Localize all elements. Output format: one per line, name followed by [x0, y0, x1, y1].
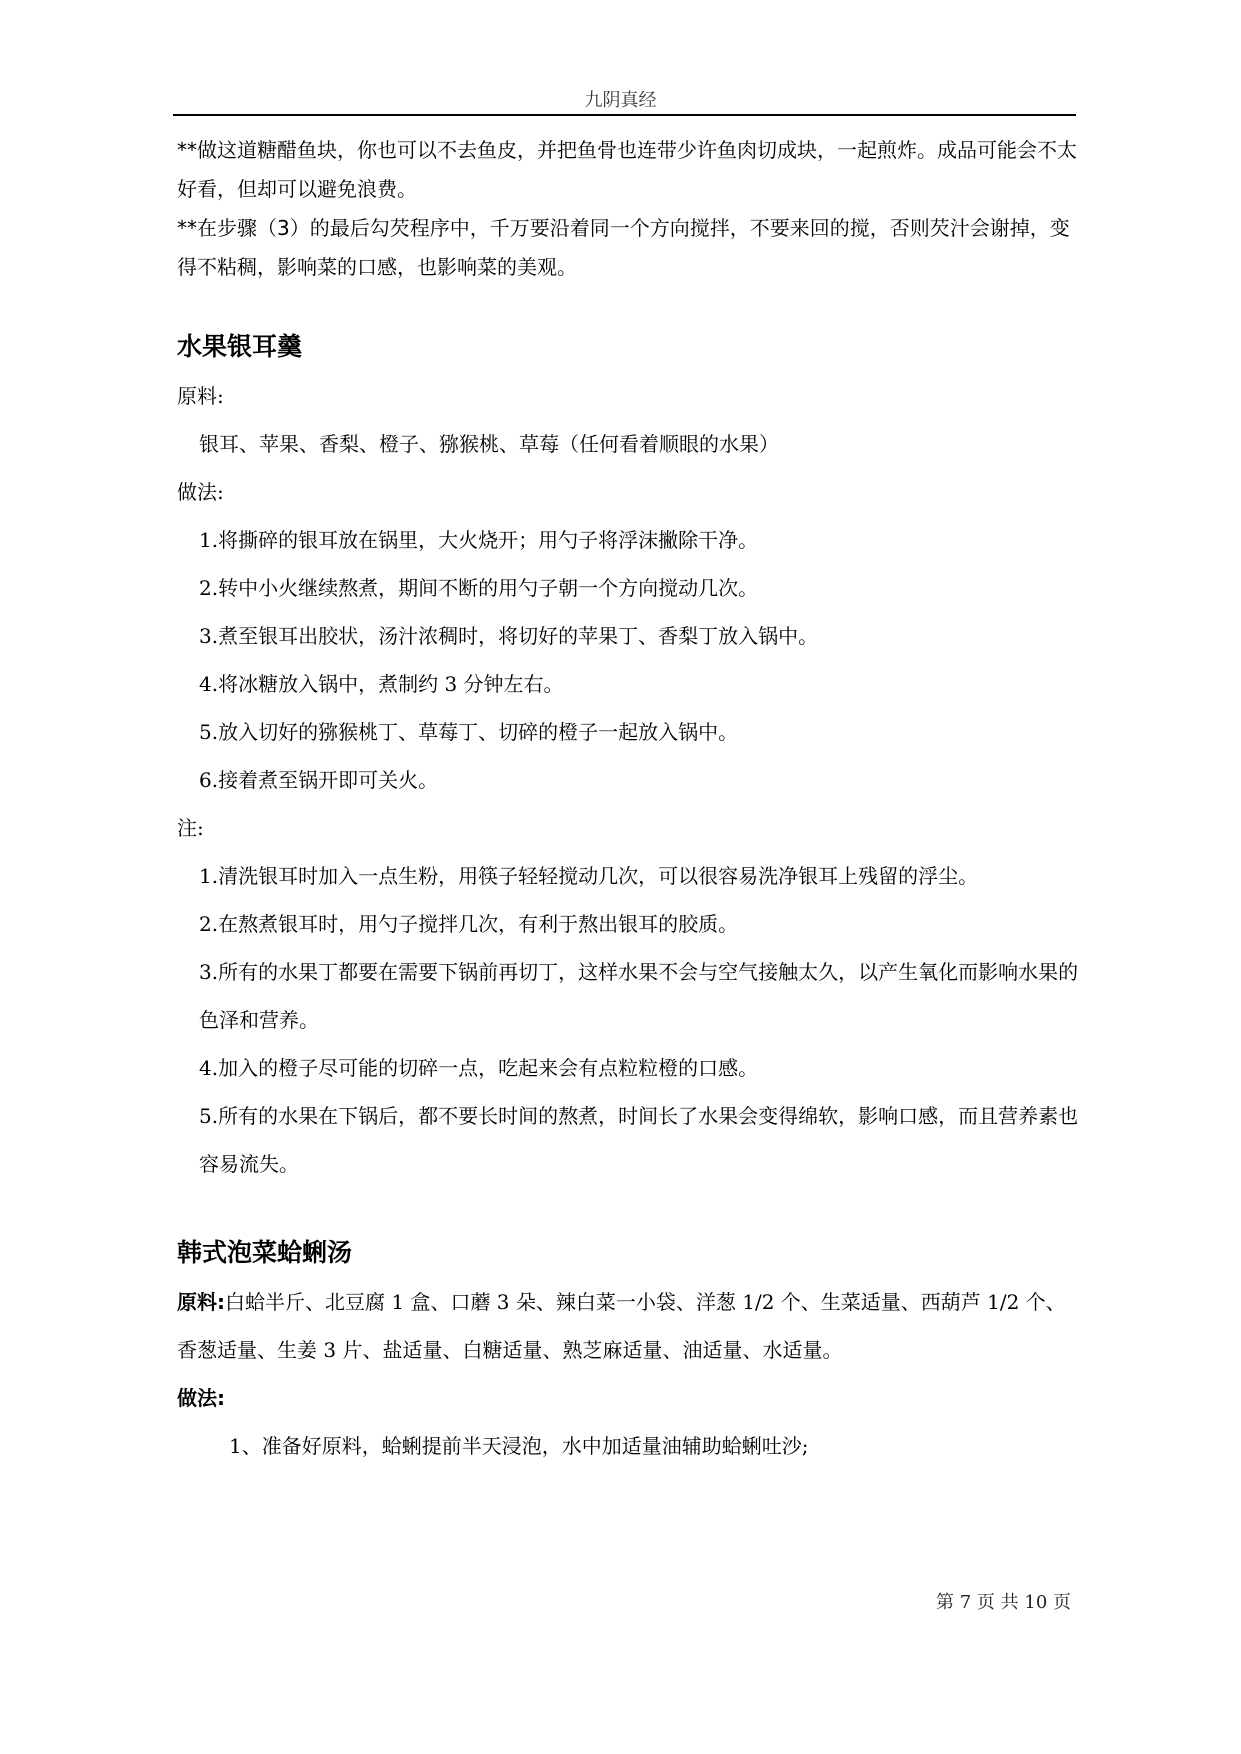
- method-step: 3.煮至银耳出胶状，汤汁浓稠时，将切好的苹果丁、香梨丁放入锅中。: [199, 624, 819, 648]
- method-step: 4.将冰糖放入锅中，煮制约 3 分钟左右。: [199, 672, 564, 696]
- method-step: 2.转中小火继续熬煮，期间不断的用勺子朝一个方向搅动几次。: [199, 576, 759, 600]
- method-step: 1.将撕碎的银耳放在锅里，大火烧开；用勺子将浮沫撇除干净。: [199, 528, 759, 552]
- intro-note: **在步骤（3）的最后勾芡程序中，千万要沿着同一个方向搅拌，不要来回的搅，否则芡汁会谢掉，变得不粘稠，影响菜的口感，也影响菜的美观。: [177, 216, 1070, 279]
- note-item: 2.在熬煮银耳时，用勺子搅拌几次，有利于熬出银耳的胶质。: [199, 912, 739, 936]
- method-step: 1、准备好原料，蛤蜊提前半天浸泡，水中加适量油辅助蛤蜊吐沙;: [229, 1434, 809, 1458]
- method-label: 做法:: [177, 480, 224, 504]
- method-label: 做法:: [177, 1386, 225, 1410]
- note-item: 3.所有的水果丁都要在需要下锅前再切丁，这样水果不会与空气接触太久，以产生氧化而影响水果的色泽和营养。: [199, 960, 1079, 1032]
- ingredients-label: 原料:: [177, 1290, 225, 1314]
- notes-label: 注:: [177, 816, 204, 840]
- method-step: 5.放入切好的猕猴桃丁、草莓丁、切碎的橙子一起放入锅中。: [199, 720, 739, 744]
- intro-note: **做这道糖醋鱼块，你也可以不去鱼皮，并把鱼骨也连带少许鱼肉切成块，一起煎炸。成品可能会不太好看，但却可以避免浪费。: [177, 138, 1077, 201]
- recipe-title: 水果银耳羹: [177, 332, 303, 361]
- method-step: 6.接着煮至锅开即可关火。: [199, 768, 439, 792]
- note-item: 5.所有的水果在下锅后，都不要长时间的熬煮，时间长了水果会变得绵软，影响口感，而且营养素也容易流失。: [199, 1104, 1079, 1176]
- ingredients-list: 银耳、苹果、香梨、橙子、猕猴桃、草莓（任何看着顺眼的水果）: [199, 432, 779, 456]
- recipe-title: 韩式泡菜蛤蜊汤: [177, 1238, 353, 1267]
- ingredients-list: 白蛤半斤、北豆腐 1 盒、口蘑 3 朵、辣白菜一小袋、洋葱 1/2 个、生菜适量、西葫芦 1/2 个、香葱适量、生姜 3 片、盐适量、白糖适量、熟芝麻适量、油适量、水适量。: [177, 1290, 1066, 1362]
- header-divider: [173, 114, 1076, 116]
- ingredients-label: 原料:: [177, 384, 224, 408]
- document-body: [177, 131, 1080, 1470]
- note-item: 1.清洗银耳时加入一点生粉，用筷子轻轻搅动几次，可以很容易洗净银耳上残留的浮尘。: [199, 864, 979, 888]
- note-item: 4.加入的橙子尽可能的切碎一点，吃起来会有点粒粒橙的口感。: [199, 1056, 759, 1080]
- page-header-title: 九阴真经: [584, 90, 657, 111]
- ingredients-paragraph: [177, 1278, 1080, 1374]
- recipe-kimchi-clam-soup: [177, 1234, 1080, 1470]
- page-number: 第 7 页 共 10 页: [936, 1592, 1071, 1613]
- intro-notes: [177, 131, 1080, 287]
- recipe-fruit-tremella-soup: [177, 328, 1080, 1188]
